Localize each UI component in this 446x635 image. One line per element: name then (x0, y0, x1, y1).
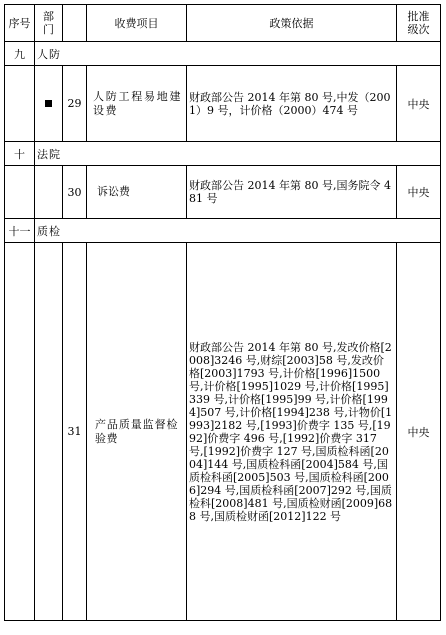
table-row (5, 243, 441, 621)
row-basis: 财政部公告 2014 年第 80 号,中发（2001）9 号，计价格（2000）474 号 (187, 66, 397, 142)
fee-table (4, 4, 441, 621)
row-level: 中央 (397, 66, 441, 142)
section-seq: 十 (5, 142, 35, 166)
row-num: 31 (63, 243, 87, 621)
row-num: 29 (63, 66, 87, 142)
section-title: 法院 (35, 142, 441, 166)
row-mark-cell (35, 66, 63, 142)
section-title: 人防 (35, 42, 441, 66)
header-basis: 政策依据 (187, 5, 397, 42)
row-item: 产品质量监督检验费 (87, 243, 187, 621)
black-square-icon (45, 100, 52, 107)
row-basis: 财政部公告 2014 年第 80 号,发改价格[2008]3246 号,财综[2003]58 号,发改价格[2003]1793 号,计价格[1996]1500 号,计价格[1995]1029 号,计价格[1995]339 号,计价格[1995]99 号,计价格[1994]507 号,计价格[1994]238 号,计物价[1993]2182 号,[1993]价费字 135 号,[1992]价费字 496 号,[1992]价费字 317 号,[1992]价费字 127 号,国质检科函[2004]144 号,国质检科函[2004]584 号,国质检科函[2005]503 号,国质检科函[2006]294 号,国质检科函[2007]292 号,国质检科[2008]481 号,国质检财函[2009]688 号,国质检财函[2012]122 号 (187, 243, 397, 621)
header-seq: 序号 (5, 5, 35, 42)
header-dept: 部门 (35, 5, 63, 42)
row-mark-cell (35, 166, 63, 219)
header-num (63, 5, 87, 42)
table-row (5, 166, 441, 219)
header-row (5, 5, 441, 42)
section-row-court (5, 142, 441, 166)
section-title: 质检 (35, 219, 441, 243)
section-row-civil-defense (5, 42, 441, 66)
row-item: 诉讼费 (87, 166, 187, 219)
section-row-quality (5, 219, 441, 243)
row-mark-cell (35, 243, 63, 621)
row-num: 30 (63, 166, 87, 219)
row-seq-cell (5, 243, 35, 621)
row-seq-cell (5, 166, 35, 219)
row-basis: 财政部公告 2014 年第 80 号,国务院令 481 号 (187, 166, 397, 219)
row-item: 人防工程易地建设费 (87, 66, 187, 142)
header-approval: 批准级次 (397, 5, 441, 42)
row-level: 中央 (397, 243, 441, 621)
section-seq: 九 (5, 42, 35, 66)
header-item: 收费项目 (87, 5, 187, 42)
section-seq: 十一 (5, 219, 35, 243)
table-row (5, 66, 441, 142)
row-seq-cell (5, 66, 35, 142)
row-level: 中央 (397, 166, 441, 219)
